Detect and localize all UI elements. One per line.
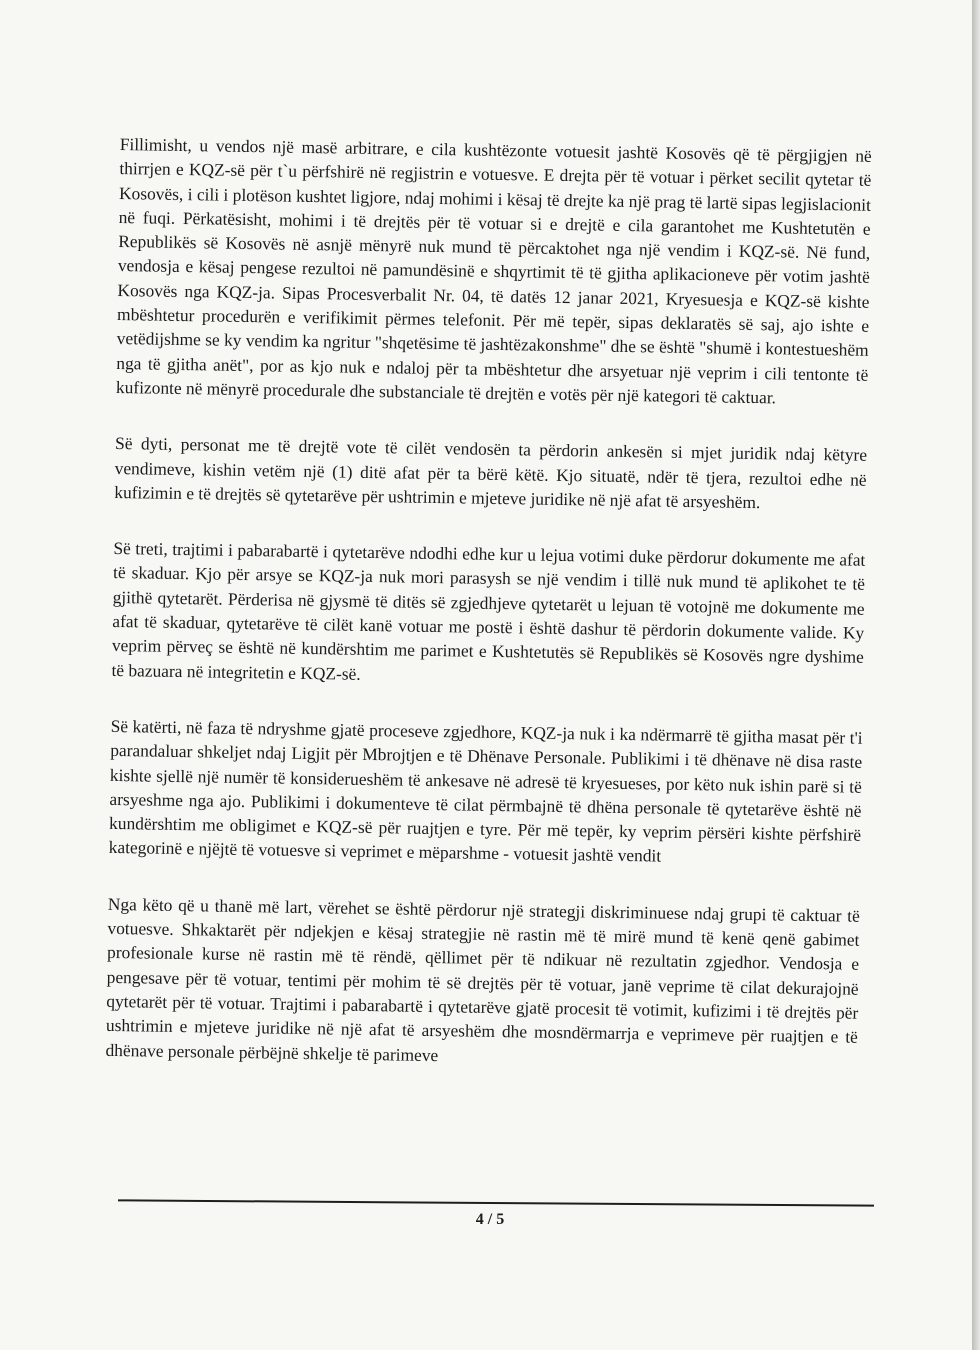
footer-divider	[118, 1199, 874, 1206]
document-body	[105, 132, 872, 1105]
paragraph-2: Së dyti, personat me të drejtë vote të cilët vendosën ta përdorin ankesën si mjet juridik ndaj këtyre vendimeve, kishin vetëm një (1) ditë afat për ta bërë këtë. Kjo situatë, ndër të tjera, rezultoi edhe në kufizimin e të drejtës së qytetarëve për ushtrimin e mjeteve juridike në një afat të arsyeshëm.	[114, 433, 868, 512]
paragraph-5: Nga këto që u thanë më lart, vërehet se është përdorur një strategji diskriminuese ndaj grupi të caktuar të votuesve. Shkaktarët për ndjekjen e kësaj strategjie në rastin më të mirë mund të kenë qenë gabimet profesionale kurse në rastin më të rëndë, qëllimet për të ndikuar në rezultatin zgjedhor. Vendosja e pengesave për të votuar, tentimi për mohim të së drejtës për të votuar, janë veprime të cilat dekurajojnë qytetarët për të votuar. Trajtimi i pabarabartë i qytetarëve gjatë procesit të votimit, kufizimi i të drejtës për ushtrimin e mjeteve juridike në një afat të arsyeshëm dhe mosndërmarrja e veprimeve për ruajtjen e të dhënave personale përbëjnë shkelje të parimeve	[105, 893, 860, 1065]
page-number: 4 / 5	[475, 1211, 505, 1228]
paragraph-4: Së katërti, në faza të ndryshme gjatë proceseve zgjedhore, KQZ-ja nuk i ka ndërmarrë të gjitha masat për t'i parandaluar shkeljet ndaj Ligjit për Mbrojtjen e të Dhënave Personale. Publikimi i të dhënave në disa raste kishte sjellë një numër të konsiderueshëm të ankesave në adresë të kryesueses, por këto nuk ishin parë si të arsyeshme nga ajo. Publikimi i dokumenteve të cilat përmbajnë të dhëna personale të qytetarëve është në kundërshtim me obligimet e KQZ-së për ruajtjen e tyre. Për më tepër, ky veprim përsëri kishte përfshirë kategorinë e njëjtë të votuesve si veprimet e mëparshme - votuesit jashtë vendit	[108, 715, 863, 867]
paragraph-3: Së treti, trajtimi i pabarabartë i qytetarëve ndodhi edhe kur u lejua votimi duke përdorur dokumente me afat të skaduar. Kjo për arsye se KQZ-ja nuk mori parasysh se një vendim i tillë nuk mund të aplikohet te të gjithë qytetarët. Përderisa në gjysmë të ditës së zgjedhjeve qytetarët u lejuan të votojnë me dokumente me afat të skaduar, qytetarëve të cilët kanë votuar me postë i është dashur të përdorin dokumente valide. Ky veprim përveç se është në kundërshtim me parimet e Kushtetutës së Republikës së Kosovës ngre dyshime të bazuara në integritetin e KQZ-së.	[111, 538, 866, 684]
paragraph-1: Fillimisht, u vendos një masë arbitrare, e cila kushtëzonte votuesit jashtë Kosovës që të përgjigjen në thirrjen e KQZ-së për t`u përfshirë në regjistrin e votuesve. E drejta për të votuar i përket secilit qytetar të Kosovës, i cili i plotëson kushtet ligjore, ndaj mohimi i kësaj të drejte ka një prag të lartë sipas legjislacionit në fuqi. Përkatësisht, mohimi i të drejtës për të votuar si e drejtë e cila garantohet me Kushtetutën e Republikës së Kosovës në asnjë mënyrë nuk mund të përcaktohet nga një vendim i KQZ-së. Në fund, vendosja e kësaj pengese rezultoi në pamundësinë e shqyrtimit të të gjitha aplikacioneve për votim jashtë Kosovës nga KQZ-ja. Sipas Procesverbalit Nr. 04, të datës 12 janar 2021, Kryesuesja e KQZ-së kishte mbështetur procedurën e verifikimit përmes telefonit. Për më tepër, sipas deklaratës së saj, ajo ishte e vetëdijshme se ky vendim ka ngritur "shqetësime të jashtëzakonshme" dhe se është "shumë i kontestueshëm nga të gjitha anët", por as kjo nuk e ndaloj për ta mbështetur dhe arsyetuar një veprim i cili tentonte të kufizonte në mënyrë procedurale dhe substanciale të drejtën e votës për një kategori të caktuar.	[115, 133, 872, 408]
page-edge-shadow	[972, 0, 980, 1350]
